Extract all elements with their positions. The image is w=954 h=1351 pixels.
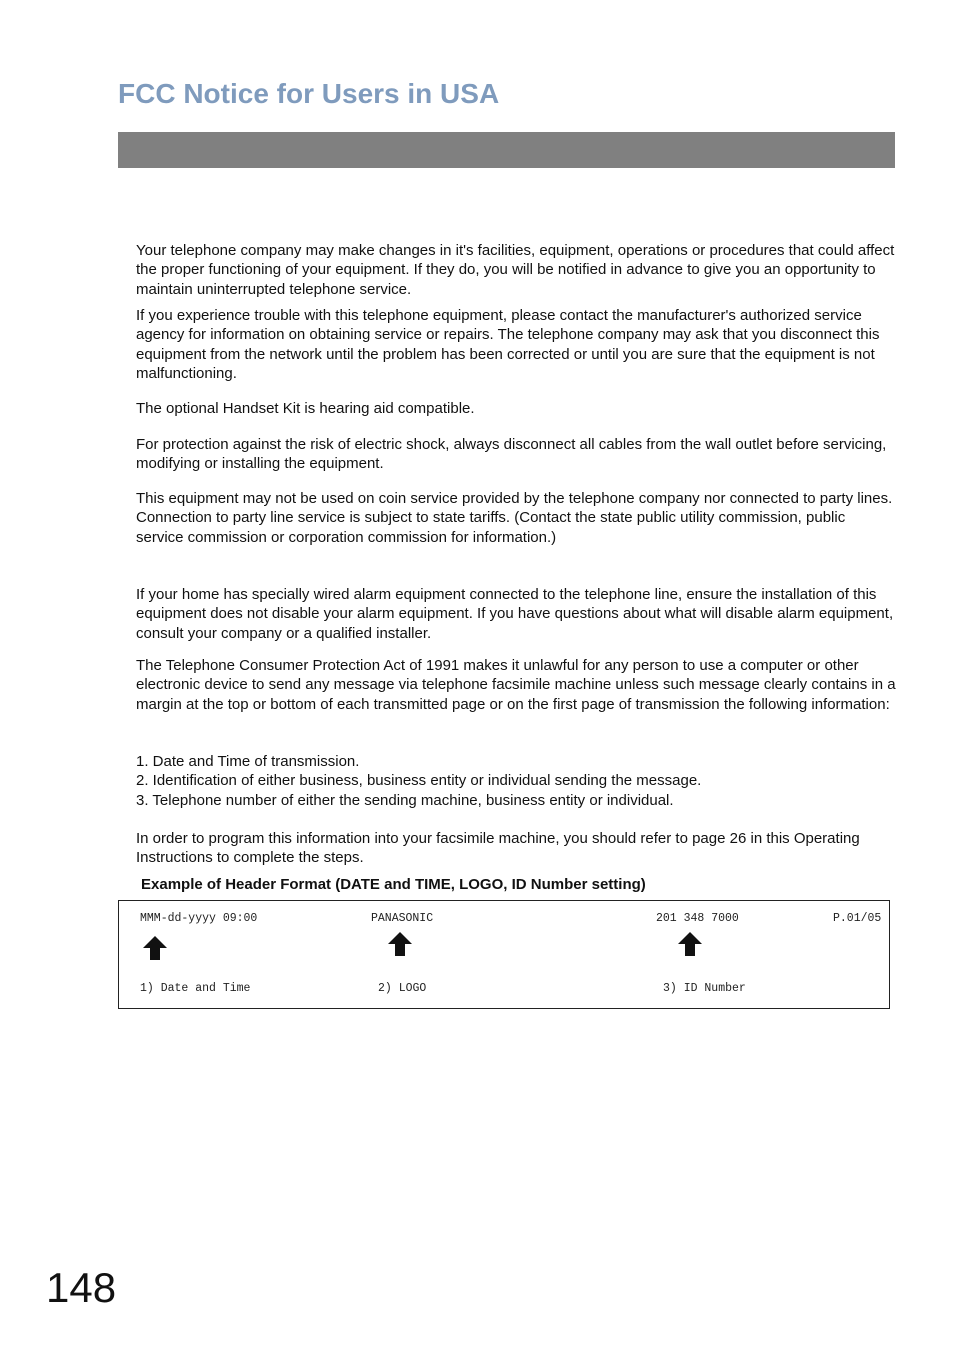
paragraph-coin-service bbox=[136, 489, 896, 547]
list-item: 2. Identification of either business, business entity or individual sending the message. bbox=[136, 772, 702, 790]
title-banner bbox=[118, 132, 895, 168]
header-logo: PANASONIC bbox=[371, 912, 434, 925]
arrow-up-icon bbox=[142, 935, 168, 961]
paragraph-text: For protection against the risk of electric shock, always disconnect all cables from the wall outlet before servicing, modifying or installing the equipment. bbox=[136, 436, 887, 473]
list-item: 1. Date and Time of transmission. bbox=[136, 753, 360, 770]
paragraph-trouble bbox=[136, 306, 896, 384]
paragraph-handset bbox=[136, 399, 896, 418]
arrow-up-icon bbox=[677, 931, 703, 957]
paragraph-telephone-company-changes bbox=[136, 241, 896, 299]
page-title: FCC Notice for Users in USA bbox=[118, 78, 500, 109]
label-logo: 2) LOGO bbox=[378, 982, 427, 995]
header-id-number: 201 348 7000 bbox=[656, 912, 739, 925]
paragraph-alarm bbox=[136, 585, 896, 643]
paragraph-text: Connection to party line service is subject to state tariffs. (Contact the state public utility commission, public service commission or corporation commission for information.) bbox=[136, 509, 846, 546]
required-info-list bbox=[136, 752, 896, 810]
list-item: 3. Telephone number of either the sending machine, business entity or individual. bbox=[136, 791, 674, 809]
paragraph-text: This equipment may not be used on coin service provided by the telephone company nor connected to party lines. bbox=[136, 490, 893, 507]
paragraph-electric-shock bbox=[136, 435, 896, 474]
arrow-up-icon bbox=[387, 931, 413, 957]
paragraph-text: Your telephone company may make changes in it's facilities, equipment, operations or procedures that could affect the proper functioning of your equipment. If they do, you will be notified in advance to give you an opportunity to maintain uninterrupted telephone service. bbox=[136, 242, 895, 298]
header-page: P.01/05 bbox=[833, 912, 882, 925]
paragraph-program-info bbox=[136, 829, 896, 868]
label-id-number: 3) ID Number bbox=[663, 982, 746, 995]
paragraph-tcpa bbox=[136, 656, 896, 714]
label-date-time: 1) Date and Time bbox=[140, 982, 251, 995]
paragraph-text: If you experience trouble with this telephone equipment, please contact the manufacturer's authorized service agency for information on obtaining service or repairs. The telephone company may ask that you disconnect this equipment from the network until the problem has been corrected or until you are sure that the equipment is not malfunctioning. bbox=[136, 307, 880, 383]
paragraph-text: The Telephone Consumer Protection Act of 1991 makes it unlawful for any person to use a computer or other electronic device to send any message via telephone facsimile machine unless such message clearly contains in a margin at the top or bottom of each transmitted page or on the first page of transmission the following information: bbox=[136, 657, 896, 713]
header-format-example bbox=[118, 900, 890, 1009]
paragraph-text: In order to program this information into your facsimile machine, you should refer to page 26 in this Operating Instructions to complete the steps. bbox=[136, 830, 860, 867]
example-caption: Example of Header Format (DATE and TIME, LOGO, ID Number setting) bbox=[141, 876, 646, 893]
page-number: 148 bbox=[46, 1264, 117, 1311]
header-date-time: MMM-dd-yyyy 09:00 bbox=[140, 912, 258, 925]
paragraph-text: The optional Handset Kit is hearing aid compatible. bbox=[136, 400, 475, 417]
paragraph-text: If your home has specially wired alarm equipment connected to the telephone line, ensure the installation of this equipment does not disable your alarm equipment. If you have questions about what will disable alarm equipment, consult your company or a qualified installer. bbox=[136, 586, 894, 642]
